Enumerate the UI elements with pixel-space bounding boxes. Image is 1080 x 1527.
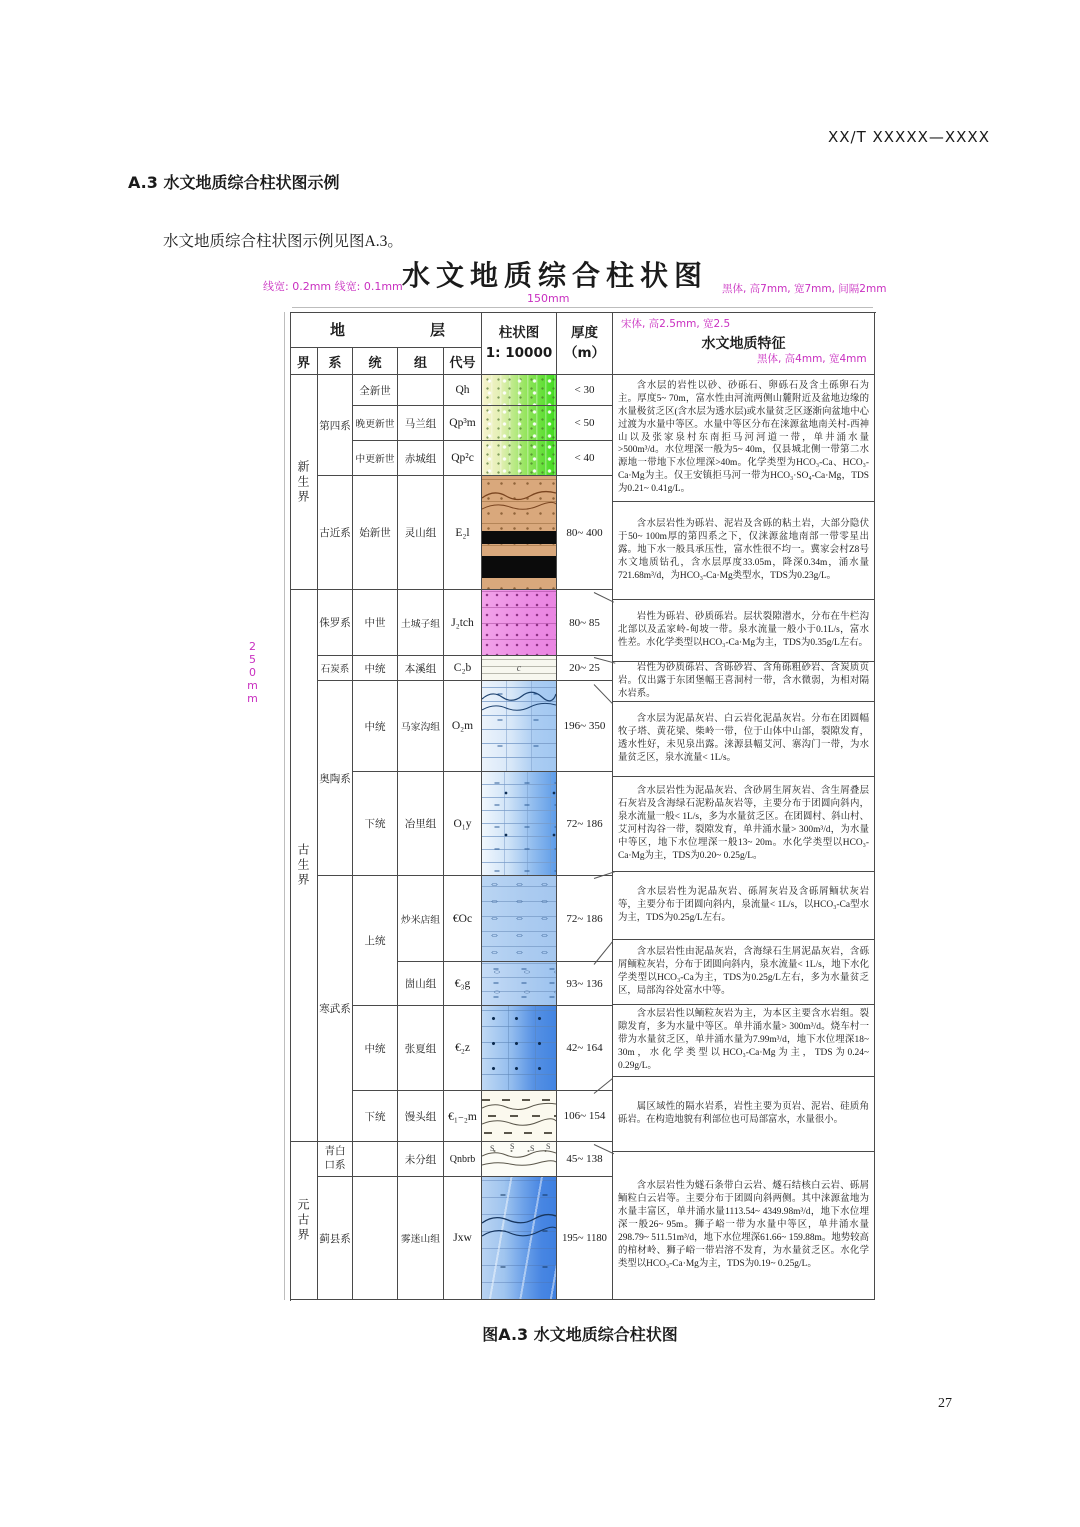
hydro-feature-text: 含水层岩性为砾岩、泥岩及含砾的粘土岩，大部分隐伏于50~ 100m厚的第四系之下，仅涞源盆地南部一带零星出露。地下水一般具承压性，富水性很不均一。冀家会村Z8号水文地质钻孔，含水层厚度33.05m，降深0.34m，涌水量721.68m³/d，为HCO₃-Ca·Mg类型水，TDS为0.23g/L。	[618, 519, 869, 581]
series-cell: 中世	[353, 590, 398, 656]
formation-cell	[398, 375, 444, 406]
thickness-cell: 80~ 400	[557, 476, 613, 590]
thickness-cell: 80~ 85	[557, 590, 613, 656]
code-cell: Qnbrb	[444, 1142, 482, 1177]
header-stratum	[290, 312, 482, 348]
hydro-feature-text: 含水层的岩性以砂、砂砾石、卵砾石及含土砾卵石为主。厚度5~ 70m，富水性由河流两侧山麓附近及盆地边缘的水量极贫乏区(含水层为透水层)或水量贫乏区逐渐向盆地中心过渡为水量中等区。水量中等区分布在涞源盆地南关村-西神山以及张家泉村东南拒马河河道一带，单井涌水量>500m³/d。水位埋深一般为5~ 40m，仅县城北侧一带第二水源地一带地下水位埋深>40m。化学类型为HCO₃-Ca、HCO₃-Ca·Mg为主。仅王安镇拒马河一带为HCO₃·SO₄-Ca·Mg，TDS为0.21~ 0.41g/L。	[618, 380, 869, 495]
lithology-pattern-benxi	[482, 656, 557, 681]
formation-cell: 土城子组	[398, 590, 444, 656]
series-cell: 中统	[353, 1006, 398, 1091]
lithology-pattern-quaternary	[482, 441, 557, 476]
thickness-cell: 45~ 138	[557, 1142, 613, 1177]
hydro-feature-cell	[613, 502, 875, 600]
code-cell: Qh	[444, 375, 482, 406]
lithology-pattern-gushan	[482, 962, 557, 1006]
lithology-pattern-tuchengzi	[482, 590, 557, 656]
code-cell: €Oc	[444, 876, 482, 962]
hydro-feature-text: 含水层岩性以鲕粒灰岩为主，为本区主要含水岩组。裂隙发育，多为水量中等区。单井涌水量> 300m³/d。烧车村一带为水量贫乏区，单井涌水量为7.99m³/d，地下水位埋深18~ 30m，水化学类型以HCO₃-Ca·Mg为主，TDS为0.24~ 0.29g/L。	[618, 1009, 869, 1071]
section-heading: A.3 水文地质综合柱状图示例	[128, 173, 340, 192]
annotation-height-dim: 250mm	[246, 640, 259, 705]
code-cell: E₂l	[444, 476, 482, 590]
system-cambrian: 寒武系	[318, 876, 353, 1142]
header-era: 界	[290, 348, 318, 375]
thickness-cell: 42~ 164	[557, 1006, 613, 1091]
formation-cell: 马兰组	[398, 406, 444, 441]
annotation-title-font: 黑体, 高7mm, 宽7mm, 间隔2mm	[722, 283, 887, 295]
hydro-feature-cell	[613, 600, 875, 662]
era-paleozoic: 古生界	[290, 590, 318, 1142]
code-cell: Qp²c	[444, 441, 482, 476]
formation-cell: 张夏组	[398, 1006, 444, 1091]
lithology-pattern-majiagou	[482, 681, 557, 772]
lithology-pattern-chaomidian	[482, 876, 557, 962]
formation-cell: 馒头组	[398, 1091, 444, 1142]
hydro-feature-text: 含水层岩性为泥晶灰岩、砾屑灰岩及含砾屑鲕状灰岩等，主要分布于团圆向斜内，泉流量< 1L/s，以HCO₃-Ca型水为主，TDS为0.25g/L左右。	[618, 887, 869, 923]
code-cell: €₃g	[444, 962, 482, 1006]
series-cell	[353, 1177, 398, 1300]
annotation-feature-font-hei: 黑体, 高4mm, 宽4mm	[757, 353, 867, 365]
formation-cell: 本溪组	[398, 656, 444, 681]
hydro-feature-text: 岩性为砾岩、砂质砾岩。层状裂隙潜水，分布在牛栏沟北部以及孟家岭-甸坡一带。泉水流量一般小于0.1L/s，富水性差。水化学类型以HCO₃-Ca·Mg为主，TDS为0.35g/L左右。	[618, 612, 869, 648]
series-cell: 晚更新世	[353, 406, 398, 441]
thickness-cell: 20~ 25	[557, 656, 613, 681]
header-formation: 组	[398, 348, 444, 375]
coal-band	[482, 531, 556, 544]
hydro-feature-cell	[613, 1005, 875, 1077]
header-column-chart-label: 柱状图	[498, 324, 540, 341]
series-cell	[353, 1142, 398, 1177]
hydro-feature-cell	[613, 662, 875, 702]
hydro-feature-cell	[613, 375, 875, 502]
system-jurassic: 侏罗系	[318, 590, 353, 656]
formation-cell: 马家沟组	[398, 681, 444, 772]
system-ordovician: 奥陶系	[318, 681, 353, 876]
thickness-cell: < 30	[557, 375, 613, 406]
hydro-feature-cell	[613, 940, 875, 1005]
lithology-pattern-yeli	[482, 772, 557, 876]
hydro-feature-cell	[613, 872, 875, 940]
code-cell: O₂m	[444, 681, 482, 772]
hydro-feature-cell	[613, 1152, 875, 1300]
page-number: 27	[938, 1396, 952, 1411]
code-cell: Jxw	[444, 1177, 482, 1300]
system-qingbaikou	[318, 1142, 353, 1177]
svg-text:S: S	[546, 1142, 551, 1151]
code-cell: €₂z	[444, 1006, 482, 1091]
series-cell: 上统	[353, 876, 398, 1006]
header-ceng: 层	[430, 321, 446, 339]
thickness-cell: 195~ 1180	[557, 1177, 613, 1300]
svg-text:S: S	[530, 1144, 535, 1153]
era-proterozoic: 元古界	[290, 1142, 318, 1300]
lithology-pattern-quaternary	[482, 406, 557, 441]
thickness-cell: 106~ 154	[557, 1091, 613, 1142]
system-jixian: 蓟县系	[318, 1177, 353, 1300]
lithology-pattern-lingshan	[482, 476, 557, 590]
doc-code: XX/T XXXXX—XXXX	[827, 128, 990, 146]
hydro-feature-text: 含水层为泥晶灰岩、白云岩化泥晶灰岩。分布在团圆幅牧子塔、黄花梁、柴岭一带，位于山体中山部，裂隙发育，透水性好，未见泉出露。涞源县幅艾河、寨沟门一带，为水量贫乏区，泉水流量< 1L/s。	[618, 714, 869, 763]
code-cell: J₂tch	[444, 590, 482, 656]
header-system: 系	[318, 348, 353, 375]
system-quaternary: 第四系	[318, 375, 353, 476]
formation-cell: 炒米店组	[398, 876, 444, 962]
hydro-feature-text: 含水层岩性由泥晶灰岩，含海绿石生屑泥晶灰岩，含砾屑鲕粒灰岩，分布于团圆向斜内，泉水流量< 1L/s，地下水化学类型以HCO₃-Ca为主，TDS为0.25g/L左右，多为水量贫乏区，局部沟谷处富水中等。	[618, 947, 869, 996]
series-cell: 下统	[353, 1091, 398, 1142]
thickness-cell: < 50	[557, 406, 613, 441]
formation-cell: 雾迷山组	[398, 1177, 444, 1300]
wavy-bedding-lines	[482, 1177, 556, 1299]
series-cell: 中统	[353, 681, 398, 772]
svg-text:S: S	[490, 1144, 495, 1153]
code-cell: Qp³m	[444, 406, 482, 441]
figure-title: 水文地质综合柱状图	[402, 259, 709, 292]
annotation-line-widths: 线宽: 0.2mm 线宽: 0.1mm	[263, 280, 403, 293]
system-carboniferous: 石炭系	[318, 656, 353, 681]
thickness-cell: 72~ 186	[557, 772, 613, 876]
lithology-symbol-c: c	[516, 662, 522, 674]
figure-caption: 图A.3 水文地质综合柱状图	[482, 1325, 678, 1344]
thickness-cell: < 40	[557, 441, 613, 476]
stromatolite-symbols	[482, 1142, 556, 1176]
formation-cell: 赤城组	[398, 441, 444, 476]
era-cenozoic: 新生界	[290, 375, 318, 590]
formation-cell: 崮山组	[398, 962, 444, 1006]
hydro-feature-cell	[613, 702, 875, 777]
annotation-width-dim: 150mm	[527, 292, 570, 305]
series-cell: 中更新世	[353, 441, 398, 476]
code-cell: O₁y	[444, 772, 482, 876]
lithology-pattern-quaternary	[482, 375, 557, 406]
thickness-cell: 93~ 136	[557, 962, 613, 1006]
hydro-feature-text: 含水层岩性为泥晶灰岩、含砂屑生屑灰岩、含生屑叠层石灰岩及含海绿石泥粉晶灰岩等，主要分布于团圆向斜内，泉水流量一般< 1L/s，多为水量贫乏区。在团圆村、斜山村、艾河村沟谷一带，裂隙发育，单井涌水量> 300m³/d，为水量中等区，地下水位埋深一般13~ 20m。水化学类型以HCO₃-Ca·Mg为主，TDS为0.20~ 0.25g/L。	[618, 786, 869, 861]
hydro-feature-cell	[613, 777, 875, 872]
lithology-pattern-undivided	[482, 1142, 557, 1177]
width-dimension-line	[292, 307, 873, 308]
lithology-pattern-mantou	[482, 1091, 557, 1142]
code-cell: C₂b	[444, 656, 482, 681]
hydro-feature-cell	[613, 1077, 875, 1152]
thickness-cell: 72~ 186	[557, 876, 613, 962]
formation-cell: 冶里组	[398, 772, 444, 876]
series-cell: 中统	[353, 656, 398, 681]
hydro-feature-text: 含水层岩性为燧石条带白云岩、燧石结核白云岩、砾屑鲕粒白云岩等。主要分布于团圆向斜两侧。其中涞源盆地为水量丰富区，单井涌水量1113.54~ 4349.98m³/d，地下水位埋深一般26~ 95m。狮子峪一带为水量中等区，单井涌水量298.79~ 511.51m³/d，地下水位埋深61.66~ 159.88m。地势较高的棺材岭、狮子峪一带岩溶不发育，为水量贫乏区。水化学类型以HCO₃-Ca·Mg为主，TDS为0.19~ 0.25g/L。	[618, 1181, 869, 1269]
system-paleogene: 古近系	[318, 476, 353, 590]
svg-text:S: S	[510, 1142, 515, 1151]
wavy-bedding-lines	[482, 1091, 556, 1141]
formation-cell: 未分组	[398, 1142, 444, 1177]
series-cell: 始新世	[353, 476, 398, 590]
thickness-cell: 196~ 350	[557, 681, 613, 772]
hydro-feature-text: 岩性为砂质砾岩、含砾砂岩、含角砾粗砂岩、含炭质页岩。仅出露于东团堡幅王喜洞村一带，含水微弱，为相对隔水岩系。	[618, 663, 869, 699]
header-thickness-unit: （m）	[563, 345, 606, 361]
header-di: 地	[330, 321, 346, 339]
lithology-pattern-wumishan	[482, 1177, 557, 1300]
annotation-feature-font-song: 宋体, 高2.5mm, 宽2.5	[621, 318, 731, 330]
hydro-feature-text: 属区域性的隔水岩系，岩性主要为页岩、泥岩、硅质角砾岩。在构造地貌有利部位也可局部富水，水量很小。	[618, 1102, 869, 1125]
code-cell: €₁₋₂m	[444, 1091, 482, 1142]
system-qingbaikou-label: 青白口系	[324, 1145, 346, 1171]
header-hydro-features: 水文地质特征	[613, 312, 875, 375]
header-series: 统	[353, 348, 398, 375]
wavy-bedding-lines	[482, 681, 556, 771]
formation-cell: 灵山组	[398, 476, 444, 590]
series-cell: 全新世	[353, 375, 398, 406]
height-dimension-line	[284, 312, 285, 1300]
header-code: 代号	[444, 348, 482, 375]
lithology-pattern-zhangxia	[482, 1006, 557, 1091]
header-scale: 1: 10000	[485, 345, 553, 361]
intro-paragraph: 水文地质综合柱状图示例见图A.3。	[163, 233, 403, 250]
header-column-chart	[482, 312, 557, 375]
header-thickness	[557, 312, 613, 375]
series-cell: 下统	[353, 772, 398, 876]
coal-band	[482, 556, 556, 578]
header-thickness-label: 厚度	[571, 324, 598, 341]
